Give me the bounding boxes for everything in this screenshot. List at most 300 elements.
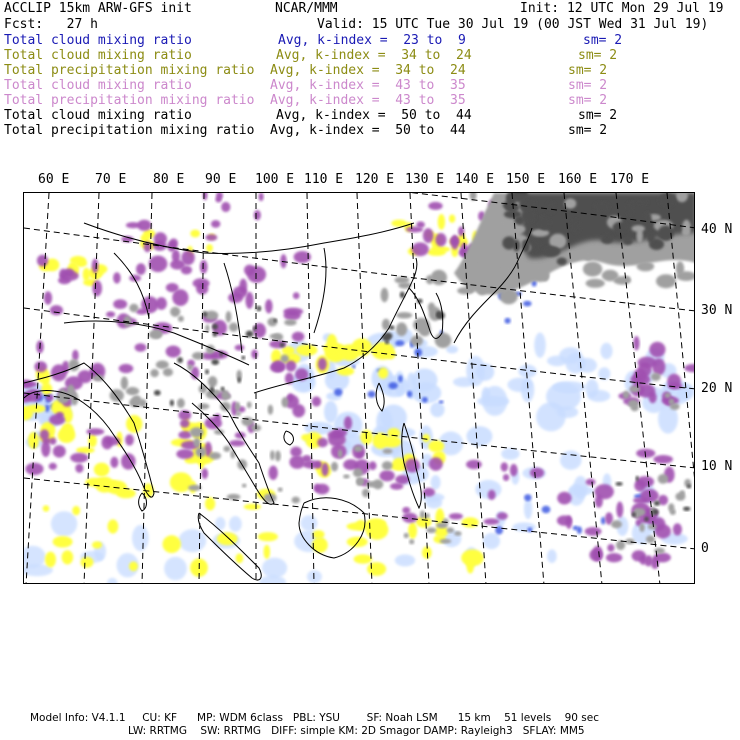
gray-cloud — [343, 474, 350, 478]
yellow-cloud — [313, 530, 325, 539]
purple-cloud — [92, 259, 99, 274]
gray-cloud — [447, 528, 454, 533]
purple-cloud — [178, 431, 191, 439]
purple-cloud — [149, 256, 168, 273]
purple-cloud — [61, 271, 79, 281]
gray-cloud — [209, 452, 221, 459]
yellow-cloud — [258, 532, 278, 541]
light-blue-cloud — [588, 390, 611, 402]
gray-cloud — [420, 511, 425, 519]
purple-cloud — [314, 484, 321, 492]
field-smoothing: sm= 2 — [578, 48, 618, 63]
gray-cloud — [353, 468, 363, 477]
purple-cloud — [113, 299, 127, 309]
coastline — [314, 248, 326, 333]
yellow-cloud — [190, 230, 200, 238]
purple-cloud — [53, 445, 66, 457]
gray-cloud — [338, 450, 342, 458]
purple-cloud — [156, 297, 167, 310]
gray-cloud — [676, 261, 684, 276]
purple-cloud — [586, 479, 596, 486]
gray-cloud — [383, 449, 393, 454]
light-blue-cloud — [324, 401, 338, 423]
blue-cloud — [395, 340, 404, 346]
purple-cloud — [607, 544, 614, 552]
gray-cloud — [508, 225, 525, 234]
light-blue-cloud — [569, 486, 594, 496]
purple-cloud — [270, 363, 285, 373]
light-blue-cloud — [51, 511, 77, 536]
purple-cloud — [25, 463, 43, 475]
init-time: Init: 12 UTC Mon 29 Jul 19 — [520, 1, 724, 16]
purple-cloud — [221, 202, 230, 212]
purple-cloud — [412, 242, 429, 256]
coastline — [284, 431, 294, 445]
longitude-label: 70 E — [95, 172, 127, 187]
yellow-cloud — [466, 555, 474, 574]
dark-gray-cloud — [502, 236, 516, 249]
light-blue-cloud — [546, 383, 581, 411]
gray-cloud — [457, 287, 474, 294]
gray-cloud — [670, 509, 676, 515]
yellow-cloud — [62, 550, 74, 564]
yellow-cloud — [58, 428, 76, 443]
purple-cloud — [379, 470, 394, 481]
gray-cloud — [281, 397, 288, 407]
dark-gray-cloud — [687, 484, 691, 488]
gray-cloud — [490, 260, 499, 273]
purple-cloud — [632, 550, 646, 561]
dark-gray-cloud — [258, 306, 261, 311]
field-k-index: Avg, k-index = 34 to 24 — [276, 48, 472, 63]
yellow-cloud — [45, 552, 56, 568]
purple-cloud — [510, 464, 518, 476]
gray-cloud — [177, 398, 185, 408]
gray-cloud — [624, 276, 631, 282]
blue-cloud — [334, 389, 343, 396]
purple-cloud — [636, 476, 654, 487]
valid-time: Valid: 15 UTC Tue 30 Jul 19 (00 JST Wed 31 Jul 19) — [317, 17, 709, 32]
gray-cloud — [331, 462, 338, 472]
dark-gray-cloud — [203, 311, 208, 317]
purple-cloud — [317, 438, 328, 447]
gray-cloud — [121, 377, 128, 390]
yellow-cloud — [312, 537, 328, 553]
title-left: ACCLIP 15km ARW-GFS init — [4, 1, 192, 16]
dark-gray-cloud — [636, 476, 639, 481]
dark-gray-cloud — [644, 517, 649, 522]
light-blue-cloud — [453, 377, 475, 387]
purple-cloud — [92, 280, 102, 296]
yellow-cloud — [108, 519, 119, 533]
purple-cloud — [172, 250, 180, 263]
purple-cloud — [172, 289, 188, 306]
yellow-cloud — [264, 545, 271, 559]
dark-gray-cloud — [154, 390, 161, 396]
purple-cloud — [215, 197, 221, 203]
map-svg — [24, 193, 695, 584]
purple-cloud — [435, 233, 446, 246]
gray-cloud — [292, 497, 300, 504]
purple-cloud — [649, 342, 665, 357]
yellow-cloud — [354, 554, 373, 563]
light-blue-cloud — [164, 557, 187, 581]
purple-cloud — [49, 463, 57, 470]
field-smoothing: sm= 2 — [568, 93, 608, 108]
gray-cloud — [284, 319, 296, 325]
purple-cloud — [343, 459, 358, 470]
purple-cloud — [284, 310, 301, 320]
field-smoothing: sm= 2 — [578, 108, 618, 123]
gray-cloud — [404, 533, 409, 538]
yellow-cloud — [337, 367, 354, 376]
purple-cloud — [503, 474, 509, 481]
purple-cloud — [229, 440, 245, 446]
gray-cloud — [129, 304, 138, 312]
gray-cloud — [236, 412, 241, 416]
purple-cloud — [321, 463, 328, 476]
purple-cloud — [181, 250, 194, 265]
gray-cloud — [646, 536, 655, 544]
field-k-index: Avg, k-index = 50 to 44 — [276, 108, 472, 123]
gray-cloud — [682, 220, 691, 235]
blue-cloud — [398, 375, 402, 382]
gray-cloud — [409, 539, 414, 544]
gray-cloud — [150, 369, 159, 377]
dark-gray-cloud — [571, 219, 580, 233]
field-k-index: Avg, k-index = 34 to 24 — [270, 63, 466, 78]
yellow-cloud — [163, 535, 181, 553]
dark-gray-cloud — [436, 311, 441, 317]
field-k-index: Avg, k-index = 43 to 35 — [270, 78, 466, 93]
gray-cloud — [631, 404, 639, 411]
yellow-cloud — [408, 522, 417, 539]
gray-cloud — [170, 307, 180, 317]
gray-cloud — [426, 275, 434, 284]
gray-cloud — [648, 524, 657, 529]
yellow-cloud — [43, 505, 50, 511]
purple-cloud — [402, 507, 410, 514]
gray-cloud — [354, 446, 363, 452]
yellow-cloud — [296, 344, 318, 356]
yellow-cloud — [92, 541, 102, 548]
purple-cloud — [290, 447, 302, 457]
gray-cloud — [198, 403, 210, 409]
gray-cloud — [462, 261, 476, 272]
yellow-cloud — [129, 562, 138, 572]
yellow-cloud — [83, 268, 90, 281]
purple-cloud — [292, 332, 305, 342]
map-panel — [23, 192, 695, 584]
yellow-cloud — [347, 522, 370, 530]
title-center: NCAR/MMM — [275, 1, 338, 16]
purple-cloud — [530, 468, 544, 478]
purple-cloud — [251, 349, 258, 358]
dark-gray-cloud — [623, 238, 633, 245]
purple-cloud — [466, 460, 482, 469]
field-name: Total cloud mixing ratio — [4, 78, 192, 93]
yellow-cloud — [206, 244, 213, 252]
gray-cloud — [223, 446, 230, 452]
blue-cloud — [577, 526, 582, 534]
purple-cloud — [50, 305, 63, 315]
gray-cloud — [658, 474, 669, 484]
latitude-label: 40 N — [701, 222, 733, 237]
gray-cloud — [275, 451, 281, 462]
purple-cloud — [644, 555, 653, 566]
purple-cloud — [200, 260, 208, 274]
yellow-cloud — [347, 537, 368, 547]
gray-cloud — [675, 492, 685, 500]
longitude-label: 90 E — [205, 172, 237, 187]
gray-cloud — [583, 262, 602, 277]
purple-cloud — [497, 512, 508, 519]
light-blue-cloud — [446, 345, 458, 353]
longitude-label: 80 E — [153, 172, 185, 187]
dark-gray-cloud — [557, 258, 567, 266]
dark-gray-cloud — [211, 359, 219, 365]
purple-cloud — [121, 453, 136, 469]
dark-gray-cloud — [205, 369, 209, 374]
gray-cloud — [629, 386, 640, 392]
longitude-label: 110 E — [304, 172, 344, 187]
blue-cloud — [45, 404, 50, 412]
blue-cloud — [352, 365, 355, 369]
purple-cloud — [126, 222, 140, 228]
forecast-hour: Fcst: 27 h — [4, 17, 98, 32]
purple-cloud — [110, 457, 118, 468]
yellow-cloud — [367, 562, 386, 576]
latitude-label: 0 — [701, 541, 709, 556]
field-k-index: Avg, k-index = 50 to 44 — [270, 123, 466, 138]
blue-cloud — [601, 517, 606, 525]
gray-cloud — [382, 461, 393, 470]
dark-gray-cloud — [238, 377, 241, 383]
purple-cloud — [450, 237, 460, 246]
field-name: Total precipitation mixing ratio — [4, 63, 255, 78]
purple-cloud — [423, 228, 434, 243]
gray-cloud — [454, 531, 462, 535]
light-blue-cloud — [559, 347, 582, 363]
light-blue-cloud — [107, 578, 117, 584]
longitude-label: 170 E — [610, 172, 650, 187]
purple-cloud — [390, 483, 403, 490]
purple-cloud — [293, 292, 300, 299]
blue-cloud — [422, 397, 428, 403]
dark-gray-cloud — [616, 482, 623, 486]
purple-cloud — [684, 364, 695, 372]
gray-cloud — [366, 481, 377, 487]
dark-gray-cloud — [652, 509, 659, 515]
yellow-cloud — [352, 338, 372, 356]
coastline — [224, 263, 242, 353]
purple-cloud — [206, 234, 218, 241]
gray-cloud — [395, 277, 410, 284]
dark-gray-cloud — [647, 233, 654, 243]
gray-cloud — [490, 219, 507, 234]
gray-cloud — [381, 288, 389, 302]
gray-cloud — [268, 405, 273, 415]
light-blue-cloud — [466, 426, 492, 446]
purple-cloud — [75, 464, 83, 473]
purple-cloud — [167, 241, 176, 252]
gray-cloud — [208, 376, 217, 387]
gray-cloud — [478, 288, 487, 295]
blue-cloud — [439, 400, 444, 403]
cloud-fields — [24, 193, 695, 584]
field-name: Total precipitation mixing ratio — [4, 93, 255, 108]
gray-cloud — [126, 387, 139, 395]
dark-gray-cloud — [280, 343, 285, 347]
yellow-cloud — [449, 215, 455, 223]
longitude-label: 150 E — [506, 172, 546, 187]
purple-cloud — [303, 460, 320, 468]
yellow-cloud — [244, 504, 261, 510]
field-k-index: Avg, k-index = 43 to 35 — [270, 93, 466, 108]
purple-cloud — [254, 210, 261, 220]
longitude-label: 130 E — [405, 172, 445, 187]
light-blue-cloud — [547, 549, 557, 563]
purple-cloud — [50, 438, 57, 445]
gray-cloud — [281, 355, 289, 363]
purple-cloud — [488, 490, 496, 500]
yellow-cloud — [205, 497, 215, 510]
purple-cloud — [406, 227, 423, 233]
purple-cloud — [616, 502, 623, 518]
purple-cloud — [318, 358, 327, 371]
yellow-cloud — [327, 334, 338, 353]
purple-cloud — [280, 254, 286, 268]
dark-gray-cloud — [626, 201, 634, 216]
purple-cloud — [585, 527, 602, 536]
yellow-cloud — [378, 368, 388, 379]
gray-cloud — [356, 477, 362, 486]
dark-gray-cloud — [683, 507, 690, 511]
purple-cloud — [595, 495, 603, 508]
blue-cloud — [505, 318, 511, 324]
purple-cloud — [125, 434, 134, 445]
dark-gray-cloud — [504, 210, 522, 218]
yellow-cloud — [428, 440, 444, 452]
purple-cloud — [287, 393, 293, 402]
purple-cloud — [176, 449, 193, 459]
purple-cloud — [328, 432, 346, 446]
yellow-cloud — [72, 506, 80, 515]
field-name: Total cloud mixing ratio — [4, 48, 192, 63]
light-blue-cloud — [431, 475, 441, 490]
yellow-cloud — [28, 432, 39, 449]
field-name: Total precipitation mixing ratio — [4, 123, 255, 138]
purple-cloud — [135, 343, 147, 352]
blue-cloud — [542, 506, 551, 514]
dark-gray-cloud — [170, 400, 174, 407]
purple-cloud — [344, 416, 352, 430]
blue-cloud — [368, 391, 376, 398]
gray-cloud — [531, 267, 550, 282]
longitude-label: 160 E — [558, 172, 598, 187]
latitude-label: 10 N — [701, 459, 733, 474]
gray-cloud — [205, 325, 209, 332]
purple-cloud — [119, 364, 134, 373]
gray-cloud — [624, 247, 638, 263]
gray-cloud — [190, 427, 204, 437]
yellow-cloud — [387, 428, 400, 438]
purple-cloud — [405, 459, 420, 473]
purple-cloud — [211, 220, 220, 228]
yellow-cloud — [431, 246, 451, 252]
gray-cloud — [178, 316, 184, 322]
light-blue-cloud — [507, 378, 532, 392]
light-blue-cloud — [301, 515, 318, 531]
gray-cloud — [499, 269, 517, 280]
light-blue-cloud — [430, 402, 444, 417]
yellow-cloud — [422, 434, 430, 442]
purple-cloud — [70, 453, 88, 463]
gray-cloud — [396, 322, 407, 336]
purple-cloud — [653, 455, 673, 464]
dark-gray-cloud — [221, 387, 225, 392]
latitude-label: 30 N — [701, 303, 733, 318]
purple-cloud — [638, 357, 657, 369]
light-blue-cloud — [600, 343, 612, 359]
purple-cloud — [589, 549, 602, 561]
gray-cloud — [226, 311, 232, 323]
dark-gray-cloud — [632, 512, 636, 517]
blue-cloud — [407, 391, 412, 398]
blue-cloud — [388, 382, 397, 389]
dark-gray-cloud — [546, 201, 556, 213]
light-blue-cloud — [262, 558, 287, 578]
light-blue-cloud — [229, 516, 242, 532]
purple-cloud — [203, 193, 208, 200]
gray-cloud — [566, 251, 581, 261]
gray-cloud — [440, 539, 452, 544]
light-blue-cloud — [483, 533, 500, 549]
gray-cloud — [278, 487, 283, 491]
gray-cloud — [156, 361, 169, 369]
purple-cloud — [154, 232, 167, 245]
gray-cloud — [669, 399, 675, 405]
light-blue-cloud — [179, 529, 207, 552]
gray-cloud — [564, 198, 576, 208]
yellow-cloud — [99, 467, 107, 474]
gray-cloud — [229, 323, 238, 332]
light-blue-cloud — [534, 333, 546, 358]
purple-cloud — [557, 515, 572, 525]
purple-cloud — [673, 523, 682, 535]
field-k-index: Avg, k-index = 23 to 9 — [278, 33, 466, 48]
light-blue-cloud — [132, 525, 149, 551]
purple-cloud — [34, 361, 47, 372]
gray-cloud — [636, 508, 646, 515]
purple-cloud — [180, 419, 190, 428]
dark-gray-cloud — [654, 501, 660, 506]
purple-cloud — [239, 279, 247, 294]
gray-cloud — [637, 262, 655, 272]
gray-cloud — [273, 333, 283, 341]
yellow-cloud — [438, 214, 445, 230]
model-info-line-2: LW: RRTMG SW: RRTMG DIFF: simple KM: 2D Smagor DAMP: Rayleigh3 SFLAY: MM5 — [128, 725, 585, 737]
gray-cloud — [584, 250, 593, 260]
light-blue-cloud — [395, 554, 415, 566]
light-blue-cloud — [560, 451, 582, 470]
purple-cloud — [37, 255, 48, 267]
meridian-line — [84, 193, 99, 584]
gray-cloud — [188, 485, 201, 491]
dark-gray-cloud — [274, 319, 277, 323]
dark-gray-cloud — [522, 210, 537, 222]
field-smoothing: sm= 2 — [568, 63, 608, 78]
